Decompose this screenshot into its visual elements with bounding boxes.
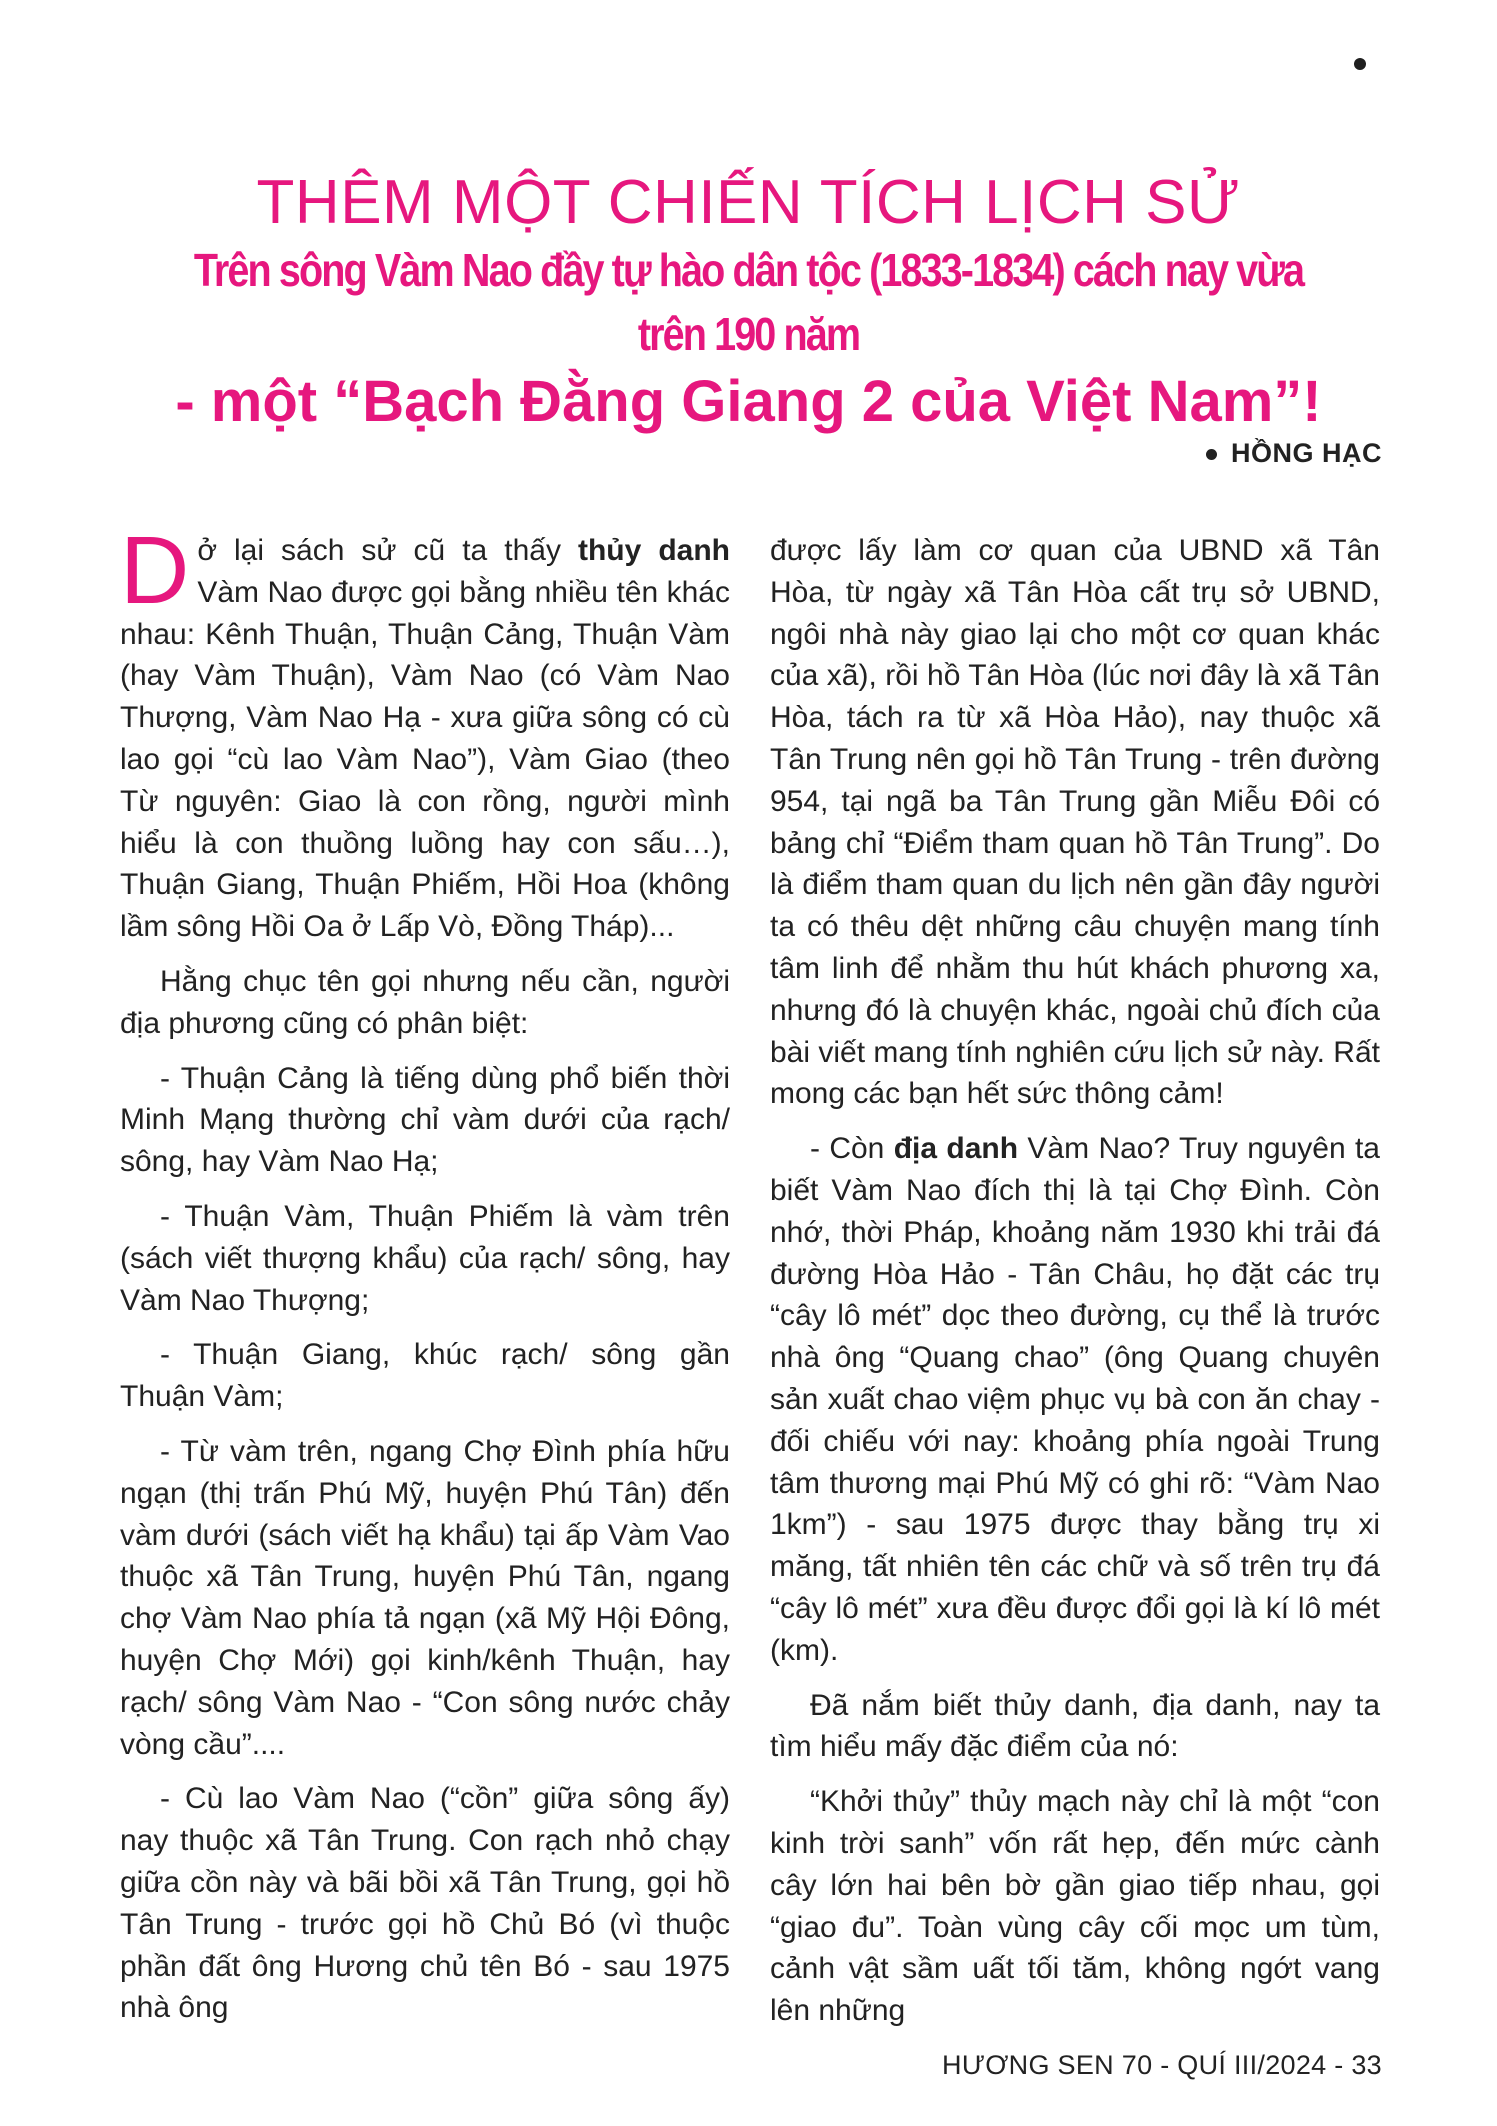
article-subtitle-line-2: - một “Bạch Đằng Giang 2 của Việt Nam”! <box>175 369 1322 434</box>
paragraph: Dở lại sách sử cũ ta thấy thủy danh Vàm Nao được gọi bằng nhiều tên khác nhau: Kênh Thuận, Thuận Cảng, Thuận Vàm (hay Vàm Thuận), Vàm Nao (có Vàm Nao Thượng, Vàm Nao Hạ - xưa giữa sông có cù lao gọi “cù lao Vàm Nao”), Vàm Giao (theo Từ nguyên: Giao là con rồng, người mình hiểu là con thuồng luồng hay con sấu…), Thuận Giang, Thuận Phiếm, Hồi Hoa (không lầm sông Hồi Oa ở Lấp Vò, Đồng Tháp)... <box>120 517 730 944</box>
article-title-block <box>60 168 1437 438</box>
article-title: THÊM MỘT CHIẾN TÍCH LỊCH SỬ <box>256 168 1241 237</box>
paragraph: - Còn địa danh Vàm Nao? Truy nguyên ta biết Vàm Nao đích thị là tại Chợ Đình. Còn nhớ, thời Pháp, khoảng năm 1930 khi trải đá đường Hòa Hảo - Tân Châu, họ đặt các trụ “cây lô mét” dọc theo đường, cụ thể là trước nhà ông “Quang chao” (ông Quang chuyên sản xuất chao việm phục vụ bà con ăn chay - đối chiếu với nay: khoảng phía ngoài Trung tâm thương mại Phú Mỹ có ghi rõ: “Vàm Nao 1km”) - sau 1975 được thay bằng trụ xi măng, tất nhiên tên các chữ và số trên trụ đá “cây lô mét” xưa đều được đổi gọi là kí lô mét (km). <box>770 1132 1380 1667</box>
right-column <box>770 530 1380 2045</box>
paragraph: - Thuận Giang, khúc rạch/ sông gần Thuận Vàm; <box>120 1338 730 1414</box>
paragraph: - Cù lao Vàm Nao (“cồn” giữa sông ấy) nay thuộc xã Tân Trung. Con rạch nhỏ chạy giữa cồn này và bãi bồi xã Tân Trung, gọi hồ Tân Trung - trước gọi hồ Chủ Bó (vì thuộc phần đất ông Hương chủ tên Bó - sau 1975 nhà ông <box>120 1782 730 2025</box>
author-byline <box>1206 438 1382 469</box>
article-subtitle-line-1: Trên sông Vàm Nao đầy tự hào dân tộc (1833-1834) cách nay vừa trên 190 năm <box>193 244 1304 360</box>
paragraph: “Khởi thủy” thủy mạch này chỉ là một “con kinh trời sanh” vốn rất hẹp, đến mức cành cây lớn hai bên bờ gần giao tiếp nhau, gọi “giao đu”. Toàn vùng cây cối mọc um tùm, cảnh vật sầm uất tối tăm, không ngớt vang lên những <box>770 1785 1380 2028</box>
bullet-icon <box>1206 449 1217 460</box>
author-name: HỒNG HẠC <box>1231 438 1382 468</box>
paragraph: Đã nắm biết thủy danh, địa danh, nay ta tìm hiểu mấy đặc điểm của nó: <box>770 1688 1380 1764</box>
bold-term: địa danh <box>893 1132 1019 1166</box>
left-column <box>120 517 730 2042</box>
paragraph: được lấy làm cơ quan của UBND xã Tân Hòa, từ ngày xã Tân Hòa cất trụ sở UBND, ngôi nhà này giao lại cho một cơ quan khác của xã), rồi hồ Tân Hòa (lúc nơi đây là xã Tân Hòa, tách ra từ xã Hòa Hảo), nay thuộc xã Tân Trung nên gọi hồ Tân Trung - trên đường 954, tại ngã ba Tân Trung gần Miễu Đôi có bảng chỉ “Điểm tham quan hồ Tân Trung”. Do là điểm tham quan du lịch nên gần đây người ta có thêu dệt những câu chuyện mang tính tâm linh để nhằm thu hút khách phương xa, nhưng đó là chuyện khác, ngoài chủ đích của bài viết mang tính nghiên cứu lịch sử này. Rất mong các bạn hết sức thông cảm! <box>770 534 1380 1111</box>
drop-cap: D <box>120 517 190 624</box>
corner-bullet <box>1354 58 1366 70</box>
paragraph: - Thuận Vàm, Thuận Phiếm là vàm trên (sách viết thượng khẩu) của rạch/ sông, hay Vàm Nao Thượng; <box>120 1199 730 1317</box>
paragraph: - Từ vàm trên, ngang Chợ Đình phía hữu ngạn (thị trấn Phú Mỹ, huyện Phú Tân) đến vàm dưới (sách viết hạ khẩu) tại ấp Vàm Vao thuộc xã Tân Trung, huyện Phú Tân, ngang chợ Vàm Nao phía tả ngạn (xã Mỹ Hội Đông, huyện Chợ Mới) gọi kinh/kênh Thuận, hay rạch/ sông Vàm Nao - “Con sông nước chảy vòng cầu”.... <box>120 1434 730 1761</box>
paragraph: Hằng chục tên gọi nhưng nếu cần, người địa phương cũng có phân biệt: <box>120 964 730 1040</box>
page-footer: HƯƠNG SEN 70 - QUÍ III/2024 - 33 <box>942 2050 1382 2080</box>
bold-term: thủy danh <box>577 534 730 567</box>
paragraph: - Thuận Cảng là tiếng dùng phổ biến thời Minh Mạng thường chỉ vàm dưới của rạch/ sông, hay Vàm Nao Hạ; <box>120 1061 730 1179</box>
